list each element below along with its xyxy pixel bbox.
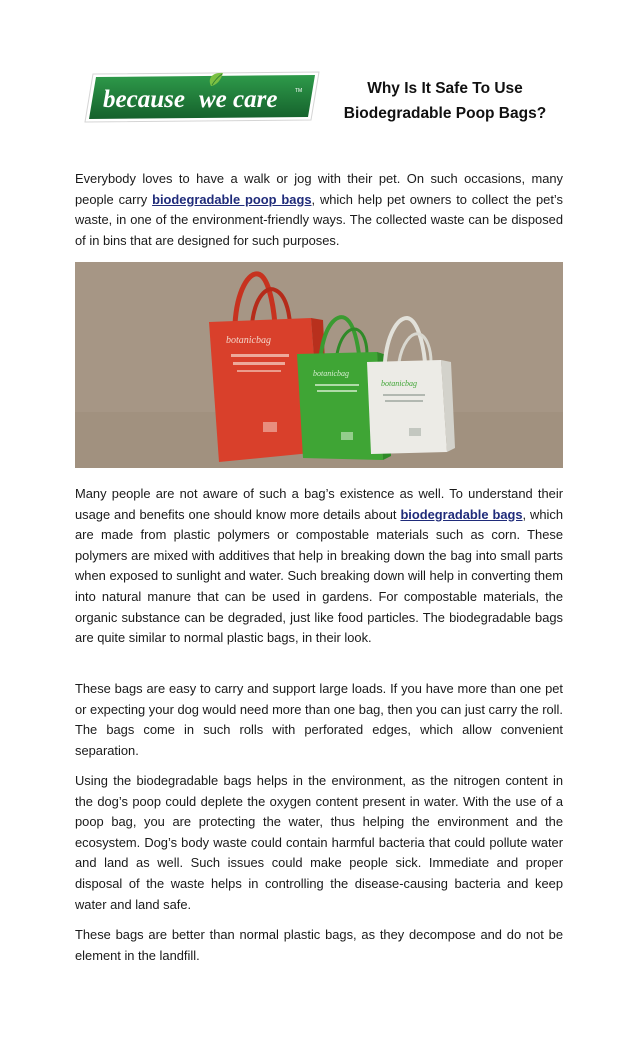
bags-photo [75,262,563,468]
logo-text-we: we [199,86,227,113]
white-bag-brand: botanicbag [381,379,417,388]
brand-logo[interactable] [83,70,323,124]
biodegradable-poop-bags-link[interactable]: biodegradable poop bags [152,191,312,207]
usage-text-after: , which are made from plastic polymers or compostable materials such as corn. These polymers are mixed with additives that help in breaking down the bag into small parts when exposed to sunlight and water. Such breaking down will help in converting them into natural manure that can be used in gardens. For compostable materials, the organic substance can be degraded, just like food particles. The biodegradable bags are quite similar to normal plastic bags, in their look. [75,506,563,646]
red-bag-brand: botanicbag [226,335,271,346]
intro-paragraph [75,169,563,251]
intro-text-after: , which help pet owners to collect the pet’s waste, in one of the environment-friendly ways. The collected waste can be disposed of in bins that are designed for such purposes. [75,191,563,248]
biodegradable-bags-link[interactable]: biodegradable bags [400,506,523,522]
logo-text-suffix: care [233,86,278,113]
environment-paragraph: Using the biodegradable bags helps in the environment, as the nitrogen content in the dog’s poop could deplete the oxygen content present in water. With the use of a poop bag, you are protecting the water, thus helping the environment and the ecosystem. Dog’s body waste could contain harmful bacteria that could pollute water and land as well. Such issues could make people sick. Immediate and proper disposal of the waste helps in controlling the disease-causing bacteria and keep water and land safe. [75,773,563,912]
logo-tm: TM [295,88,303,94]
page-title [330,76,560,126]
landfill-paragraph: These bags are better than normal plastic bags, as they decompose and do not be element in the landfill. [75,927,563,963]
carry-paragraph: These bags are easy to carry and support large loads. If you have more than one pet or expecting your dog would need more than one bag, then you can just carry the roll. The bags come in such rolls with perforated edges, which allow convenient separation. [75,681,563,758]
intro-text-before: Everybody loves to have a walk or jog with their pet. On such occasions, many people carry [75,171,563,207]
usage-paragraph [75,484,563,649]
green-bag-brand: botanicbag [313,369,349,378]
page-title-line1: Why Is It Safe To Use [367,80,523,97]
logo-text-prefix: because [103,86,185,113]
usage-text-before: Many people are not aware of such a bag’s existence as well. To understand their usage and benefits one should know more details about [75,486,563,522]
page-title-line2: Biodegradable Poop Bags? [343,105,547,122]
